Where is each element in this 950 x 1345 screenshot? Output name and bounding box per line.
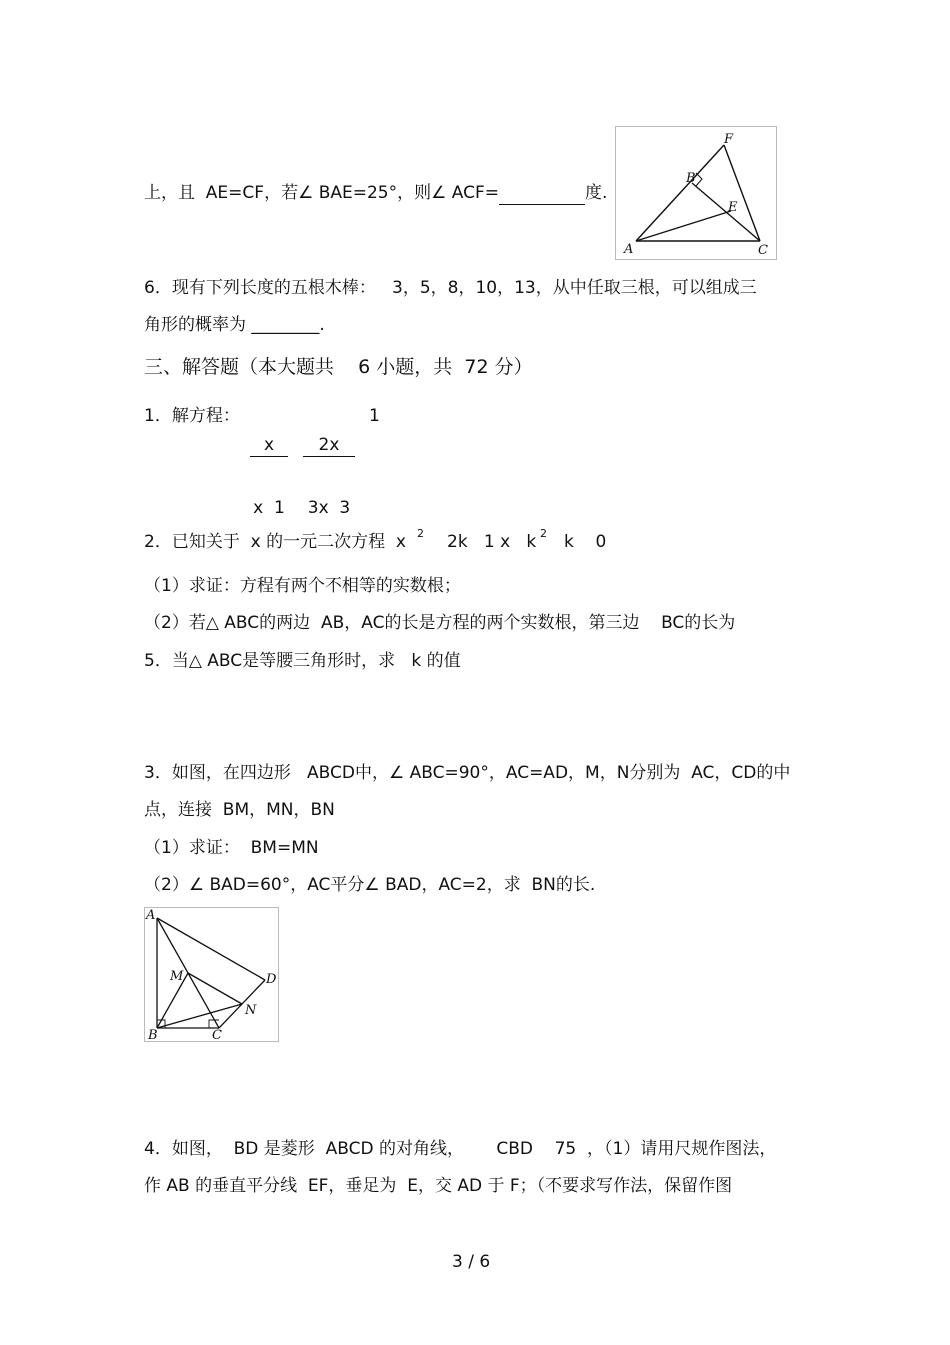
quadrilateral-figure-svg	[145, 908, 278, 1041]
fig1-label-b: B	[686, 171, 696, 186]
p2-exponent-2: 2	[540, 527, 547, 540]
p1-frac2-numerator: 2x	[303, 434, 355, 457]
triangle-figure-svg	[616, 127, 776, 259]
p2-part-2b: 5．当△ ABC是等腰三角形时，求 k 的值	[144, 651, 461, 671]
p3-line-1: 3．如图，在四边形 ABCD中，∠ ABC=90°，AC=AD，M，N分别为 AC，CD的中	[144, 763, 791, 783]
fig1-label-a: A	[624, 242, 634, 257]
p2-exponent-1: 2	[417, 527, 424, 540]
p1-fraction-1	[250, 394, 288, 539]
p3-line-2: 点，连接 BM，MN，BN	[144, 800, 335, 820]
fig2-label-m: M	[170, 969, 184, 984]
p2-tail: k 0	[564, 532, 607, 552]
p2-middle: 2k 1 x k	[447, 532, 537, 552]
p1-frac1-denominator: x 1	[253, 498, 285, 518]
fig1-label-e: E	[728, 200, 738, 215]
fig2-label-a: A	[146, 908, 156, 923]
p1-prefix: 1．解方程：	[144, 406, 240, 426]
q5-text-before: 上，且 AE=CF，若∠ BAE=25°，则∠ ACF=	[144, 183, 499, 203]
q6-line-2: 角形的概率为 ________.	[144, 315, 325, 335]
fig2-label-b: B	[148, 1028, 158, 1041]
fig1-label-f: F	[724, 132, 734, 147]
q6-line-1: 6．现有下列长度的五根木棒： 3，5，8，10，13，从中任取三根，可以组成三	[144, 278, 757, 298]
fig2-label-n: N	[245, 1003, 257, 1018]
fig2-label-d: D	[266, 972, 277, 987]
p2-part-1: （1）求证：方程有两个不相等的实数根；	[144, 576, 461, 596]
section3-title: 三、解答题（本大题共 6 小题，共 72 分）	[144, 356, 533, 378]
q5-answer-blank	[499, 182, 585, 205]
p2-equation-line	[144, 531, 406, 553]
fig1-label-c: C	[758, 243, 768, 258]
p1-fraction-2	[303, 394, 355, 539]
p1-frac2-denominator: 3x 3	[307, 498, 351, 518]
p1-rhs: 1	[369, 406, 380, 426]
figure-triangle-abcef	[615, 126, 777, 260]
figure-quadrilateral-abcd	[144, 907, 279, 1042]
page-number: 3 / 6	[452, 1252, 491, 1272]
q5-text-after: 度.	[585, 183, 608, 203]
p1-frac1-numerator: x	[250, 434, 288, 457]
p4-line-1: 4．如图， BD 是菱形 ABCD 的对角线， CBD 75 ，（1）请用尺规作图法，	[144, 1139, 777, 1159]
p3-part-1: （1）求证： BM=MN	[144, 838, 319, 858]
p2-prefix: 2．已知关于 x 的一元二次方程 x	[144, 532, 406, 552]
p4-line-2: 作 AB 的垂直平分线 EF，垂足为 E，交 AD 于 F；（不要求写作法，保留作图	[144, 1176, 733, 1196]
q5-tail-line	[144, 182, 607, 205]
fig2-label-c: C	[212, 1028, 222, 1041]
p3-part-2: （2）∠ BAD=60°，AC平分∠ BAD，AC=2，求 BN的长.	[144, 875, 596, 895]
p2-part-2: （2）若△ ABC的两边 AB，AC的长是方程的两个实数根，第三边 BC的长为	[144, 613, 736, 633]
